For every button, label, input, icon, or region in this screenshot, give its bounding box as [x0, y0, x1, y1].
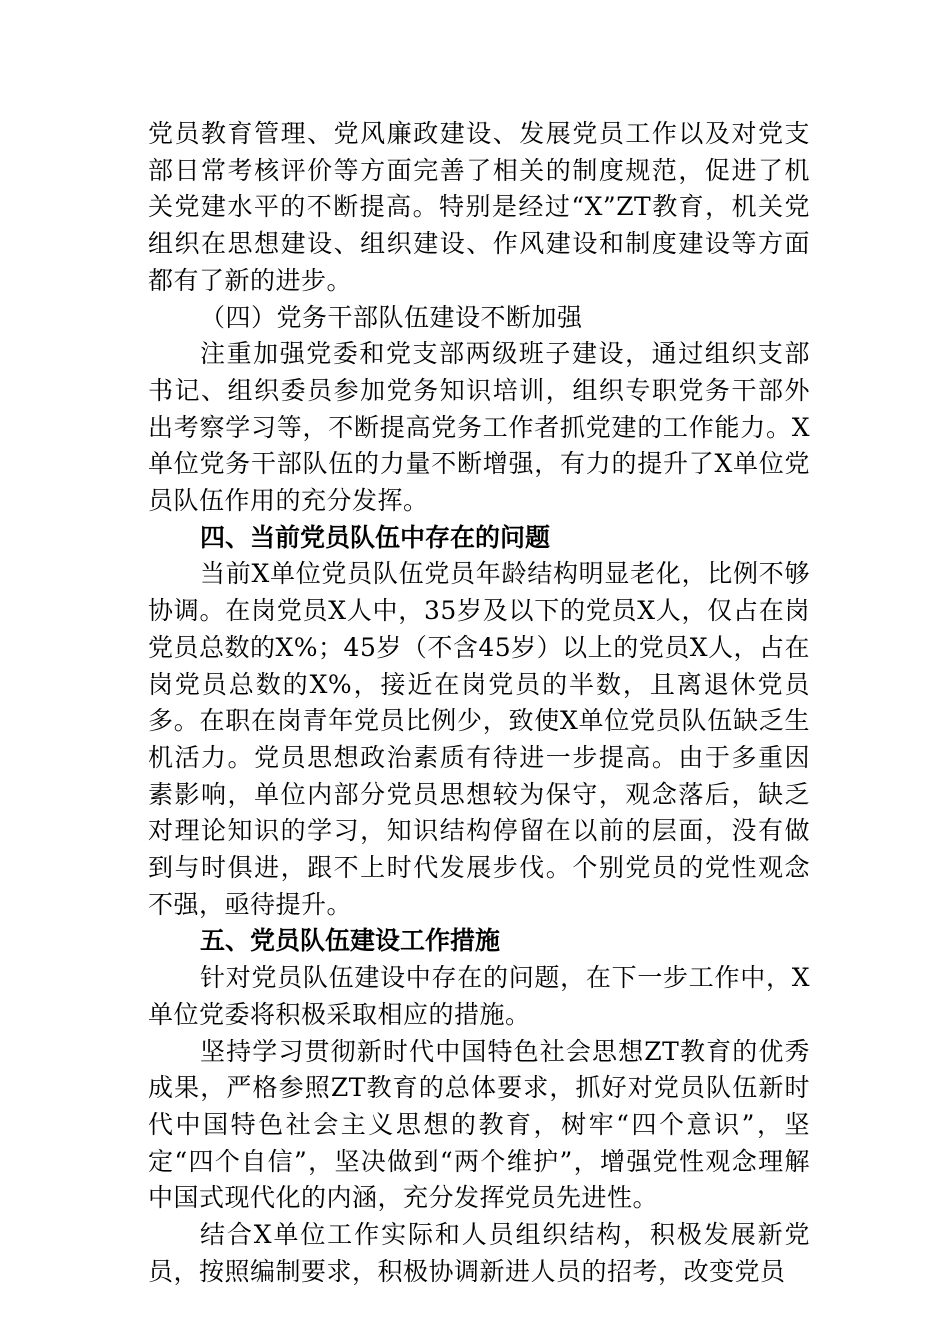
paragraph-institution-building: 党员教育管理、党风廉政建设、发展党员工作以及对党支部日常考核评价等方面完善了相关的制度规范，促进了机关党建水平的不断提高。特别是经过“X”ZT教育，机关党组织在思想建设、组织建设、作风建设和制度建设等方面都有了新的进步。 [148, 119, 810, 295]
heading-current-problems: 四、当前党员队伍中存在的问题 [200, 522, 551, 552]
paragraph-measures-intro: 针对党员队伍建设中存在的问题，在下一步工作中，X单位党委将积极采取相应的措施。 [148, 963, 810, 1029]
heading-work-measures: 五、党员队伍建设工作措施 [200, 926, 501, 956]
paragraph-measures-recruitment: 结合X单位工作实际和人员组织结构，积极发展新党员，按照编制要求，积极协调新进人员的招考，改变党员 [148, 1220, 810, 1286]
paragraph-cadre-team: 注重加强党委和党支部两级班子建设，通过组织支部书记、组织委员参加党务知识培训，组织专职党务干部外出考察学习等，不断提高党务工作者抓党建的工作能力。X单位党务干部队伍的力量不断增强，有力的提升了X单位党员队伍作用的充分发挥。 [148, 339, 810, 516]
subheading-cadre-team: （四）党务干部队伍建设不断加强 [200, 302, 583, 332]
paragraph-current-problems: 当前X单位党员队伍党员年龄结构明显老化，比例不够协调。在岗党员X人中，35岁及以下的党员X人，仅占在岗党员总数的X%；45岁（不含45岁）以上的党员X人，占在岗党员总数的X%，接近在岗党员的半数，且离退休党员多。在职在岗青年党员比例少，致使X单位党员队伍缺乏生机活力。党员思想政治素质有待进一步提高。由于多重因素影响，单位内部分党员思想较为保守，观念落后，缺乏对理论知识的学习，知识结构停留在以前的层面，没有做到与时俱进，跟不上时代发展步伐。个别党员的党性观念不强，亟待提升。 [148, 559, 810, 919]
document-page [148, 116, 810, 1291]
paragraph-measures-education: 坚持学习贯彻新时代中国特色社会思想ZT教育的优秀成果，严格参照ZT教育的总体要求，抓好对党员队伍新时代中国特色社会主义思想的教育，树牢“四个意识”，坚定“四个自信”，坚决做到“两个维护”，增强党性观念理解中国式现代化的内涵，充分发挥党员先进性。 [148, 1036, 810, 1213]
